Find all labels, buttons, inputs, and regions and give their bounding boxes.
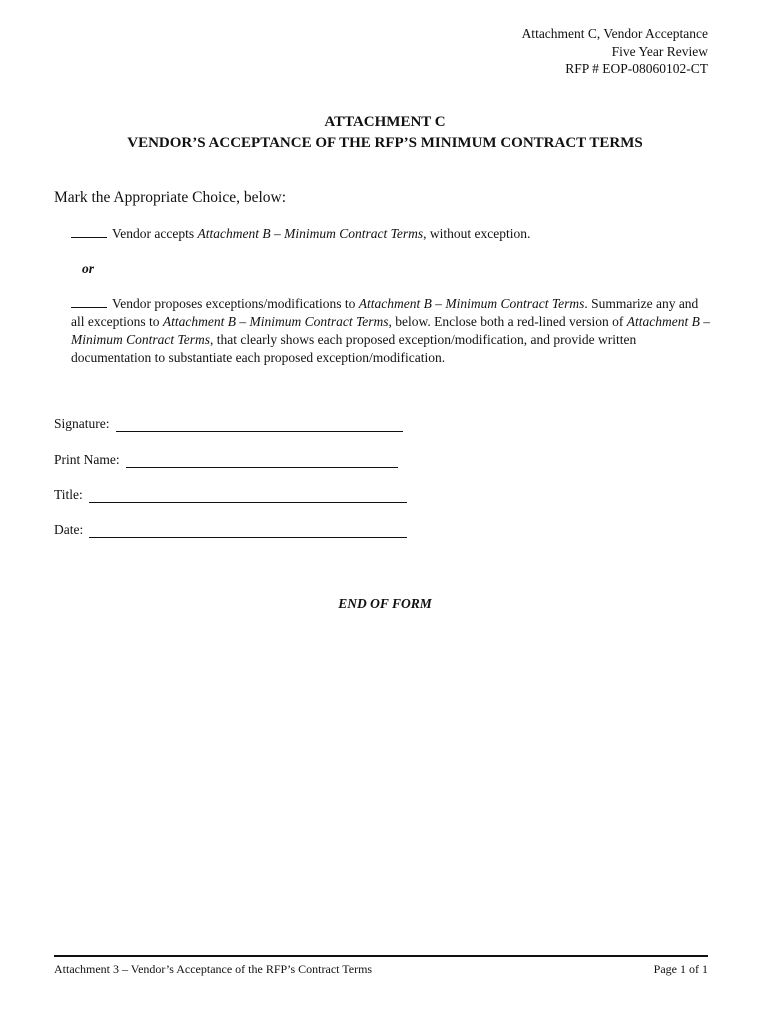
title-attachment: ATTACHMENT C xyxy=(324,114,446,130)
end-of-form-label: END OF FORM xyxy=(338,596,432,611)
choice-exceptions-blank[interactable] xyxy=(71,295,107,308)
choice-accept xyxy=(71,225,711,243)
signature-row xyxy=(54,416,403,432)
instruction-text: Mark the Appropriate Choice, below: xyxy=(54,189,287,206)
choice-exceptions-text-2: . Summarize any and all exceptions to xyxy=(71,296,699,329)
choice-accept-italic: Attachment B – Minimum Contract Terms xyxy=(197,226,424,241)
header-review-label: Five Year Review xyxy=(611,43,708,59)
signature-label: Signature: xyxy=(54,416,110,431)
title-heading: VENDOR’S ACCEPTANCE OF THE RFP’S MINIMUM CONTRACT TERMS xyxy=(127,135,643,151)
header-rfp-number: RFP # EOP-08060102-CT xyxy=(565,61,708,76)
choice-accept-suffix: , without exception. xyxy=(423,226,531,241)
document-header xyxy=(522,25,708,78)
choice-exceptions-text-3: , below. Enclose both a red-lined version of xyxy=(388,314,627,329)
choice-exceptions-italic-2: Attachment B – Minimum Contract Terms xyxy=(162,314,389,329)
print-name-row xyxy=(54,452,398,468)
date-row xyxy=(54,522,407,538)
date-field[interactable] xyxy=(89,524,407,538)
choice-exceptions xyxy=(71,295,711,367)
document-title xyxy=(0,112,770,154)
choice-accept-text: Vendor accepts xyxy=(112,226,198,241)
or-label: or xyxy=(82,261,95,276)
print-name-label: Print Name: xyxy=(54,452,120,467)
header-attachment-label: Attachment C, Vendor Acceptance xyxy=(521,26,708,41)
title-row xyxy=(54,487,407,503)
date-label: Date: xyxy=(54,522,84,537)
choice-exceptions-italic-1: Attachment B – Minimum Contract Terms xyxy=(358,296,585,311)
footer-document-name: Attachment 3 – Vendor’s Acceptance of the RFP’s Contract Terms xyxy=(54,962,373,976)
choice-exceptions-text-1: Vendor proposes exceptions/modifications to xyxy=(112,296,359,311)
choice-exceptions-italic-3: Attachment B – Minimum Contract Terms xyxy=(71,314,711,347)
title-label: Title: xyxy=(54,487,83,502)
print-name-field[interactable] xyxy=(126,454,398,468)
title-field[interactable] xyxy=(89,489,407,503)
choice-accept-blank[interactable] xyxy=(71,225,107,238)
footer-divider xyxy=(54,955,708,957)
choice-exceptions-text-4: , that clearly shows each proposed exception/modification, and provide written documentation to substantiate each proposed exception/modification. xyxy=(71,332,637,365)
signature-field[interactable] xyxy=(116,418,403,432)
footer-page-number: Page 1 of 1 xyxy=(653,962,708,976)
